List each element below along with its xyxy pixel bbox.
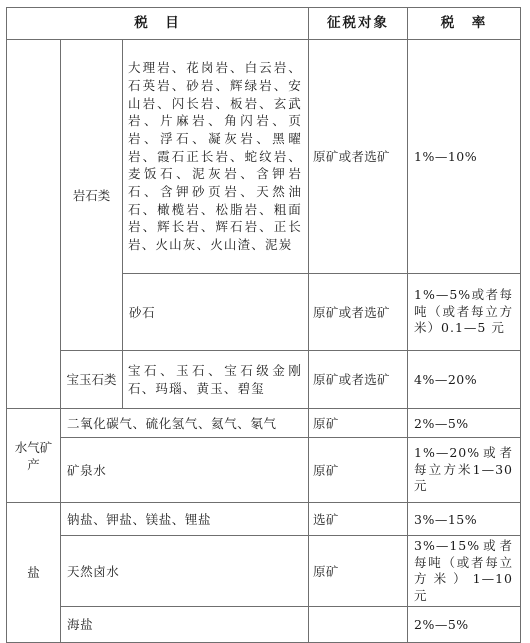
rate-cell: 1%—20%或者每立方米1—30 元 <box>408 438 521 503</box>
rate-cell: 2%—5% <box>408 409 521 438</box>
table-row <box>7 607 521 643</box>
table-header-row <box>7 8 521 40</box>
item-cell: 矿泉水 <box>61 438 309 503</box>
item-cell: 海盐 <box>61 607 309 643</box>
group-name-cell <box>7 40 61 409</box>
group-name-cell: 盐 <box>7 503 61 643</box>
table-row <box>7 351 521 409</box>
table-row <box>7 536 521 607</box>
rate-cell: 1%—5%或者每吨（或者每立方米）0.1—5 元 <box>408 274 521 351</box>
object-cell: 原矿 <box>309 536 408 607</box>
object-cell: 原矿 <box>309 438 408 503</box>
tax-rate-table <box>6 7 521 643</box>
rate-cell: 3%—15% <box>408 503 521 536</box>
header-rate: 税 率 <box>408 8 521 40</box>
item-cell: 宝石、玉石、宝石级金刚石、玛瑙、黄玉、碧玺 <box>123 351 309 409</box>
object-cell: 原矿 <box>309 409 408 438</box>
rate-cell: 2%—5% <box>408 607 521 643</box>
object-cell: 原矿或者选矿 <box>309 40 408 274</box>
subcategory-rock: 岩石类 <box>61 40 123 351</box>
rate-cell: 4%—20% <box>408 351 521 409</box>
item-cell: 天然卤水 <box>61 536 309 607</box>
item-cell: 二氧化碳气、硫化氢气、氦气、氡气 <box>61 409 309 438</box>
object-cell <box>309 607 408 643</box>
subcategory-gem: 宝玉石类 <box>61 351 123 409</box>
object-cell: 原矿或者选矿 <box>309 274 408 351</box>
rate-cell: 3%—15%或者每吨（或者每立方米）1—10 元 <box>408 536 521 607</box>
object-cell: 选矿 <box>309 503 408 536</box>
rate-cell: 1%—10% <box>408 40 521 274</box>
item-cell: 大理岩、花岗岩、白云岩、石英岩、砂岩、辉绿岩、安山岩、闪长岩、板岩、玄武岩、片麻岩、角闪岩、页岩、浮石、凝灰岩、黑曜岩、霞石正长岩、蛇纹岩、麦饭石、泥灰岩、含钾岩石、含钾砂页岩、天然油石、橄榄岩、松脂岩、粗面岩、辉长岩、辉石岩、正长岩、火山灰、火山渣、泥炭 <box>123 40 309 274</box>
table-row <box>7 40 521 274</box>
group-name-cell: 水气矿产 <box>7 409 61 503</box>
item-cell: 钠盐、钾盐、镁盐、锂盐 <box>61 503 309 536</box>
header-item: 税 目 <box>7 8 309 40</box>
table-row <box>7 503 521 536</box>
object-cell: 原矿或者选矿 <box>309 351 408 409</box>
item-cell: 砂石 <box>123 274 309 351</box>
header-object: 征税对象 <box>309 8 408 40</box>
table-row <box>7 438 521 503</box>
table-row <box>7 409 521 438</box>
